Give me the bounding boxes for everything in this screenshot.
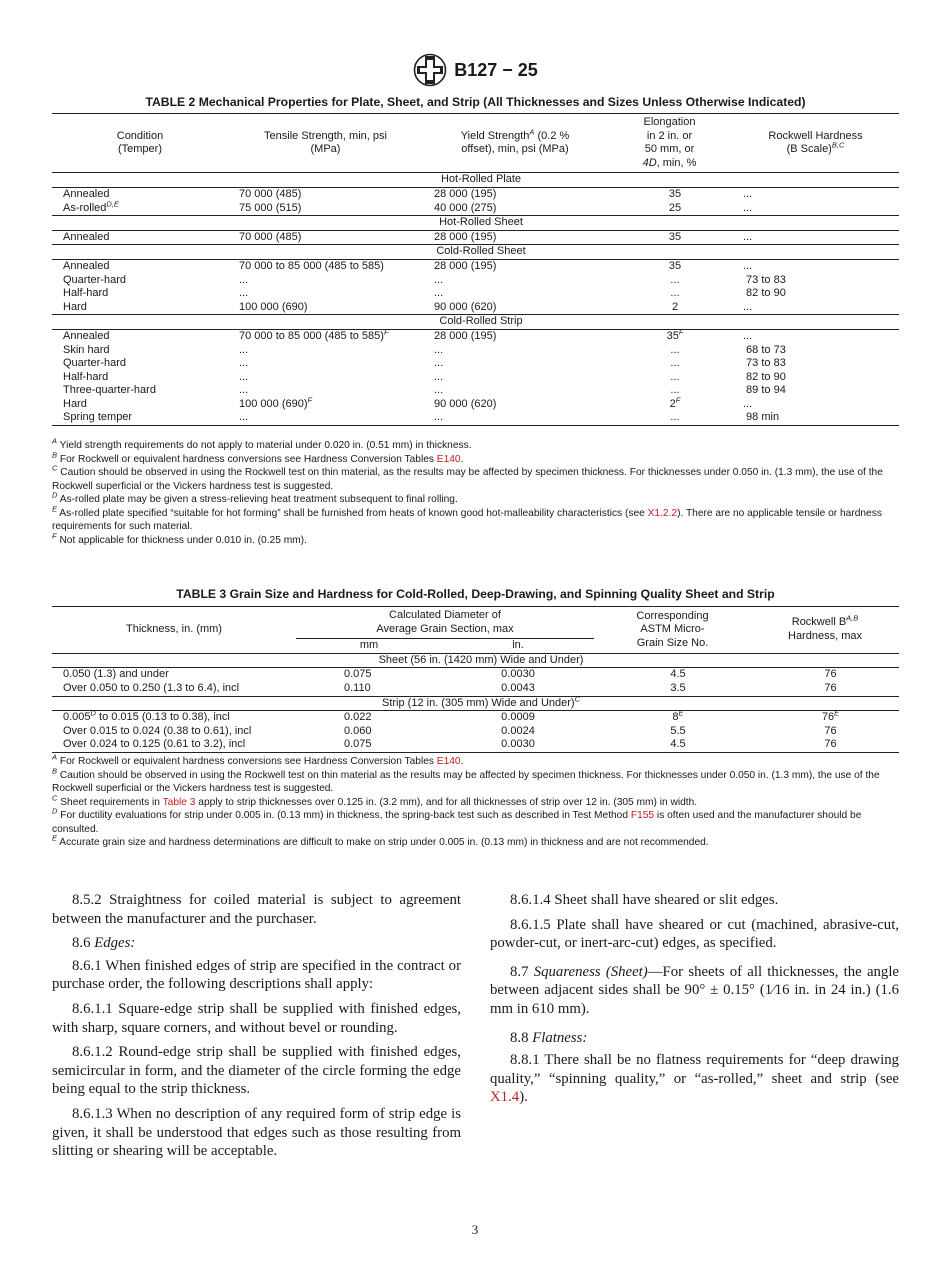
table-row: As-rolled$^{D,E}$ 75 000 (515) 40 000 (275) 25 ...: [52, 202, 899, 216]
table-row: Hard 100 000 $(690)^F$ 90 000 (620) $2^F$ ...: [63, 395, 753, 410]
table2-section-row: Hot-Rolled Sheet: [52, 216, 899, 231]
table-row: Annealed 70 000 to 85 000 (485 to 585)$^F$ 28 000 (195) $35^F$ ...: [63, 327, 753, 342]
para-8-6-1-2: 8.6.1.2 Round-edge strip shall be supplied with finished edges, semicircular in form, and the diameter of the circle forming the edge being equal to the strip thickness.: [52, 1044, 461, 1098]
left-column: [52, 891, 461, 1167]
para-8-6-1-5: 8.6.1.5 Plate shall have sheared or cut (machined, abrasive-cut, powder-cut, or inert-arc-cut) edges, as specified.: [490, 916, 899, 952]
page-header: [0, 53, 950, 87]
col-condition: Condition (Temper): [116, 129, 164, 156]
table-row: Half-hard ... ... ... 82 to 90: [63, 287, 786, 300]
footnote: $^C$ Caution should be observed in using the Rockwell test on thin material, as the results may be affected by specimen thickness. For thicknesses under 0.050 in. (1.3 mm), the use of the Rockwell superficial or the Vickers hardness test is suggested.: [52, 463, 883, 492]
table3-section-row: Strip (12 in. (305 mm) Wide and Under)$^C$: [52, 696, 899, 711]
table-row: 0.050 (1.3) and under 0.075 0.0030 4.5 76: [63, 668, 837, 681]
page-number: 3: [471, 1222, 479, 1237]
table3-footnotes: [52, 752, 899, 850]
para-8-6-1-4: 8.6.1.4 Sheet shall have sheared or slit edges.: [510, 892, 779, 908]
table2-section-row: Cold-Rolled Sheet: [52, 245, 899, 260]
para-8-6: 8.6 Edges:: [72, 935, 136, 952]
standard-designation: B127 − 25: [454, 59, 538, 80]
table-row: Annealed 70 000 to 85 000 (485 to 585) 28 000 (195) 35 ...: [63, 259, 753, 272]
table2-caption: TABLE 2 Mechanical Properties for Plate, Sheet, and Strip (All Thicknesses and Sizes Unless Otherwise Indicated): [145, 95, 806, 109]
col-yield: Yield Strength$^A$ (0.2 % offset), min, psi (MPa): [460, 126, 570, 156]
link-table3[interactable]: Table 3: [162, 796, 196, 808]
footnote: $^F$ Not applicable for thickness under 0.010 in. (0.25 mm).: [52, 531, 307, 546]
table3-section-row: Sheet (56 in. (1420 mm) Wide and Under): [52, 653, 899, 668]
col-hardness: Rockwell Hardness (B Scale)$^{B,C}$: [768, 129, 863, 156]
table-row: Quarter-hard ... ... ... 73 to 83: [63, 357, 786, 370]
link-x1-2-2[interactable]: X1.2.2: [647, 507, 678, 519]
para-8-8: 8.8 Flatness:: [510, 1029, 588, 1046]
link-f155[interactable]: F155: [630, 810, 655, 821]
table-row: Annealed 70 000 (485) 28 000 (195) 35 ...: [52, 230, 899, 245]
table-row: Spring temper ... ... ... 98 min: [52, 411, 899, 425]
col-astm: Corresponding ASTM Micro- Grain Size No.: [594, 607, 751, 654]
link-x1-4[interactable]: X1.4: [490, 1089, 520, 1106]
table-row: Annealed 70 000 (485) 28 000 (195) 35 ...: [63, 187, 753, 200]
footnote: $^E$ As-rolled plate specified “suitable for hot forming” shall be furnished from heats of known good hot-malleability characteristics (see X1.2.2). There are no applicable tensile or hardness requirements for such material.: [52, 504, 882, 532]
footnote: $^D$ As-rolled plate may be given a stress-relieving heat treatment subsequent to final rolling.: [52, 490, 458, 505]
para-8-5-2: 8.5.2 Straightness for coiled material is subject to agreement between the manufacturer and the purchaser.: [52, 892, 461, 927]
table3-header-row: [52, 607, 899, 639]
table-row: Skin hard ... ... ... 68 to 73: [63, 343, 786, 356]
table3: [52, 606, 899, 753]
right-column: [490, 891, 899, 1113]
table2-footnotes: [52, 436, 899, 547]
table-row: Over 0.024 to 0.125 (0.61 to 3.2), incl 0.075 0.0030 4.5 76: [52, 738, 899, 752]
link-e140[interactable]: E140: [436, 756, 461, 767]
para-8-6-1: 8.6.1 When finished edges of strip are specified in the contract or purchase order, the following descriptions shall apply:: [52, 957, 461, 993]
link-e140[interactable]: E140: [436, 453, 461, 465]
table-row: Three-quarter-hard ... ... ... 89 to 94: [63, 384, 786, 397]
table-row: Hard 100 000 (690) 90 000 (620) 2 ...: [52, 301, 899, 315]
footnote: $^D$ For ductility evaluations for strip under 0.005 in. (0.13 mm) in thickness, the spring-back test such as described in Test Method F155 is often used and the manufacturer should be consulted.: [52, 806, 862, 835]
footnote: $^E$ Accurate grain size and hardness determinations are difficult to make on strip under 0.005 in. (0.13 mm) in thickness and are not recommended.: [52, 833, 709, 848]
table-row: Quarter-hard ... ... ... 73 to 83: [63, 273, 786, 286]
table-row: Half-hard ... ... ... 82 to 90: [63, 370, 786, 383]
footnote: $^A$ Yield strength requirements do not apply to material under 0.020 in. (0.51 mm) in thickness.: [52, 436, 472, 451]
table2-section-row: Cold-Rolled Strip: [52, 315, 899, 330]
astm-logo-icon: [412, 53, 448, 87]
para-8-7: 8.7 Squareness (Sheet)—For sheets of all thicknesses, the angle between adjacent sides shall be 90° ± 0.15° (1⁄16 in. in 24 in.) (1.6 mm in 610 mm).: [490, 963, 899, 1017]
footnote: $^B$ Caution should be observed in using the Rockwell test on thin material as the results may be affected by specimen thickness. For thicknesses under 0.050 in. (1.3 mm), the use of the Rockwell superficial or the Vickers hardness test is suggested.: [52, 766, 880, 794]
footnote: $^B$ For Rockwell or equivalent hardness conversions see Hardness Conversion Tables E140.: [52, 450, 464, 465]
footnote: $^C$ Sheet requirements in Table 3 apply to strip thicknesses over 0.125 in. (3.2 mm), and for all thicknesses of strip over 12 in. (305 mm) in width.: [52, 793, 698, 808]
table-row: Over 0.015 to 0.024 (0.38 to 0.61), incl 0.060 0.0024 5.5 76: [63, 724, 837, 737]
table2: [52, 113, 899, 426]
table2-section-row: Hot-Rolled Plate: [52, 173, 899, 188]
footnote: $^A$ For Rockwell or equivalent hardness conversions see Hardness Conversion Tables E140.: [52, 752, 464, 767]
col-thickness: Thickness, in. (mm): [52, 607, 296, 654]
col-rockwell: Rockwell $B^{A,B}$ Hardness, max: [751, 607, 899, 654]
col-tensile: Tensile Strength, min, psi (MPa): [264, 129, 387, 156]
table-row: Over 0.050 to 0.250 (1.3 to 6.4), incl 0.110 0.0043 3.5 76: [52, 682, 899, 696]
para-8-6-1-1: 8.6.1.1 Square-edge strip shall be supplied with finished edges, with sharp, square corners, and without bevel or rounding.: [52, 1000, 461, 1036]
para-8-6-1-3: 8.6.1.3 When no description of any required form of strip edge is given, it shall be understood that edges such as those resulting from slitting or shearing will be acceptable.: [52, 1105, 461, 1160]
col-diameter: Calculated Diameter of Average Grain Section, max: [296, 607, 594, 639]
table-row: $0.005^D$ to 0.015 (0.13 to 0.38), incl 0.022 0.0009 $8^E$ $76^E$: [63, 708, 840, 724]
para-8-8-1: 8.8.1 There shall be no flatness requirements for “deep drawing quality,” “spinning quality,” or “as-rolled,” sheet and strip (see X1.4).: [490, 1052, 899, 1106]
col-elongation: Elongation in 2 in. or 50 mm, or 4D, min, %: [642, 116, 697, 169]
col-in: in.: [512, 639, 524, 652]
col-mm: mm: [359, 639, 379, 652]
table3-caption: TABLE 3 Grain Size and Hardness for Cold-Rolled, Deep-Drawing, and Spinning Quality Sheet and Strip: [176, 587, 775, 601]
table2-header-row: [52, 114, 899, 173]
